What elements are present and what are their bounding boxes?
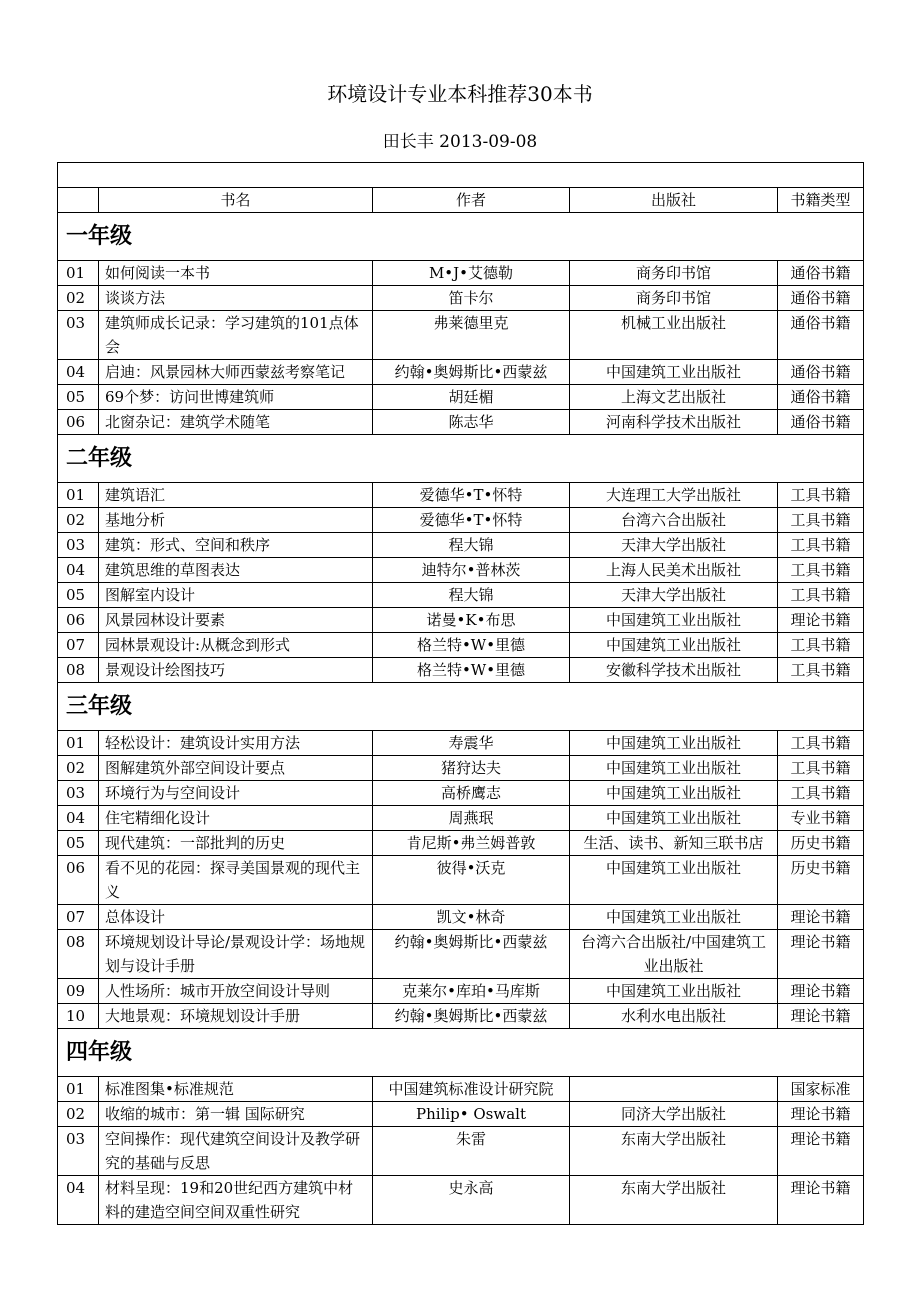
book-author: 陈志华 bbox=[373, 410, 570, 435]
table-row bbox=[58, 806, 864, 831]
table-row bbox=[58, 261, 864, 286]
book-author: 肯尼斯•弗兰姆普敦 bbox=[373, 831, 570, 856]
book-title: 69个梦：访问世博建筑师 bbox=[99, 385, 373, 410]
book-publisher: 上海人民美术出版社 bbox=[570, 558, 778, 583]
book-author: 约翰•奥姆斯比•西蒙兹 bbox=[373, 1004, 570, 1029]
book-type: 工具书籍 bbox=[778, 583, 864, 608]
header-row bbox=[58, 188, 864, 213]
table-row bbox=[58, 508, 864, 533]
book-author: 朱雷 bbox=[373, 1127, 570, 1176]
book-type: 通俗书籍 bbox=[778, 311, 864, 360]
book-type: 专业书籍 bbox=[778, 806, 864, 831]
book-author: 约翰•奥姆斯比•西蒙兹 bbox=[373, 360, 570, 385]
book-author: 程大锦 bbox=[373, 583, 570, 608]
book-number: 10 bbox=[58, 1004, 99, 1029]
grade-heading: 一年级 bbox=[58, 213, 864, 261]
book-publisher: 天津大学出版社 bbox=[570, 533, 778, 558]
book-number: 06 bbox=[58, 410, 99, 435]
book-number: 05 bbox=[58, 583, 99, 608]
book-table bbox=[57, 162, 864, 1225]
book-type: 理论书籍 bbox=[778, 905, 864, 930]
header-publisher: 出版社 bbox=[570, 188, 778, 213]
table-row bbox=[58, 385, 864, 410]
table-row bbox=[58, 633, 864, 658]
book-type: 工具书籍 bbox=[778, 731, 864, 756]
book-publisher bbox=[570, 1077, 778, 1102]
book-type: 工具书籍 bbox=[778, 658, 864, 683]
table-row bbox=[58, 979, 864, 1004]
book-title: 材料呈现：19和20世纪西方建筑中材料的建造空间空间双重性研究 bbox=[99, 1176, 373, 1225]
book-number: 08 bbox=[58, 658, 99, 683]
table-row bbox=[58, 583, 864, 608]
table-row bbox=[58, 831, 864, 856]
book-number: 07 bbox=[58, 633, 99, 658]
book-title: 谈谈方法 bbox=[99, 286, 373, 311]
book-publisher: 中国建筑工业出版社 bbox=[570, 360, 778, 385]
book-number: 08 bbox=[58, 930, 99, 979]
book-publisher: 同济大学出版社 bbox=[570, 1102, 778, 1127]
book-title: 建筑师成长记录：学习建筑的101点体会 bbox=[99, 311, 373, 360]
book-author: 中国建筑标准设计研究院 bbox=[373, 1077, 570, 1102]
book-number: 09 bbox=[58, 979, 99, 1004]
book-number: 04 bbox=[58, 1176, 99, 1225]
book-title: 总体设计 bbox=[99, 905, 373, 930]
book-number: 05 bbox=[58, 385, 99, 410]
header-name: 书名 bbox=[99, 188, 373, 213]
grade-heading: 三年级 bbox=[58, 683, 864, 731]
book-type: 理论书籍 bbox=[778, 1127, 864, 1176]
book-title: 住宅精细化设计 bbox=[99, 806, 373, 831]
blank-row bbox=[58, 163, 864, 188]
table-row bbox=[58, 905, 864, 930]
book-title: 园林景观设计:从概念到形式 bbox=[99, 633, 373, 658]
book-publisher: 商务印书馆 bbox=[570, 261, 778, 286]
author-date: 田长丰 2013-09-08 bbox=[382, 132, 538, 152]
book-type: 理论书籍 bbox=[778, 1102, 864, 1127]
book-type: 国家标准 bbox=[778, 1077, 864, 1102]
grade-heading-row bbox=[58, 683, 864, 731]
book-publisher: 安徽科学技术出版社 bbox=[570, 658, 778, 683]
header-type: 书籍类型 bbox=[778, 188, 864, 213]
table-row bbox=[58, 1004, 864, 1029]
book-title: 风景园林设计要素 bbox=[99, 608, 373, 633]
book-number: 01 bbox=[58, 261, 99, 286]
grade-heading: 二年级 bbox=[58, 435, 864, 483]
book-title: 看不见的花园：探寻美国景观的现代主义 bbox=[99, 856, 373, 905]
book-author: 格兰特•W•里德 bbox=[373, 633, 570, 658]
book-publisher: 中国建筑工业出版社 bbox=[570, 905, 778, 930]
book-author: 诺曼•K•布思 bbox=[373, 608, 570, 633]
book-type: 工具书籍 bbox=[778, 533, 864, 558]
book-type: 通俗书籍 bbox=[778, 360, 864, 385]
book-publisher: 商务印书馆 bbox=[570, 286, 778, 311]
table-row bbox=[58, 311, 864, 360]
book-type: 工具书籍 bbox=[778, 483, 864, 508]
book-type: 工具书籍 bbox=[778, 756, 864, 781]
book-publisher: 中国建筑工业出版社 bbox=[570, 781, 778, 806]
book-title: 收缩的城市：第一辑 国际研究 bbox=[99, 1102, 373, 1127]
book-author: 约翰•奥姆斯比•西蒙兹 bbox=[373, 930, 570, 979]
book-number: 03 bbox=[58, 1127, 99, 1176]
table-row bbox=[58, 533, 864, 558]
book-title: 图解室内设计 bbox=[99, 583, 373, 608]
book-number: 05 bbox=[58, 831, 99, 856]
book-number: 03 bbox=[58, 533, 99, 558]
book-author: 克莱尔•库珀•马库斯 bbox=[373, 979, 570, 1004]
book-number: 01 bbox=[58, 1077, 99, 1102]
table-row bbox=[58, 781, 864, 806]
book-author: 程大锦 bbox=[373, 533, 570, 558]
book-number: 04 bbox=[58, 558, 99, 583]
book-author: 史永高 bbox=[373, 1176, 570, 1225]
book-number: 06 bbox=[58, 856, 99, 905]
book-publisher: 中国建筑工业出版社 bbox=[570, 856, 778, 905]
book-publisher: 上海文艺出版社 bbox=[570, 385, 778, 410]
book-title: 建筑语汇 bbox=[99, 483, 373, 508]
book-publisher: 中国建筑工业出版社 bbox=[570, 633, 778, 658]
book-number: 01 bbox=[58, 731, 99, 756]
book-type: 理论书籍 bbox=[778, 608, 864, 633]
header-author: 作者 bbox=[373, 188, 570, 213]
table-row bbox=[58, 856, 864, 905]
book-publisher: 中国建筑工业出版社 bbox=[570, 806, 778, 831]
table-row bbox=[58, 608, 864, 633]
grade-heading-row bbox=[58, 435, 864, 483]
book-title: 人性场所：城市开放空间设计导则 bbox=[99, 979, 373, 1004]
book-title: 如何阅读一本书 bbox=[99, 261, 373, 286]
table-row bbox=[58, 360, 864, 385]
book-title: 北窗杂记：建筑学术随笔 bbox=[99, 410, 373, 435]
book-publisher: 中国建筑工业出版社 bbox=[570, 731, 778, 756]
book-publisher: 东南大学出版社 bbox=[570, 1176, 778, 1225]
book-author: 迪特尔•普林茨 bbox=[373, 558, 570, 583]
table-row bbox=[58, 756, 864, 781]
book-author: 凯文•林奇 bbox=[373, 905, 570, 930]
book-author: 彼得•沃克 bbox=[373, 856, 570, 905]
book-author: 周燕珉 bbox=[373, 806, 570, 831]
book-type: 历史书籍 bbox=[778, 831, 864, 856]
book-type: 工具书籍 bbox=[778, 508, 864, 533]
grade-heading: 四年级 bbox=[58, 1029, 864, 1077]
book-title: 轻松设计：建筑设计实用方法 bbox=[99, 731, 373, 756]
book-number: 02 bbox=[58, 508, 99, 533]
book-author: 寿震华 bbox=[373, 731, 570, 756]
book-number: 03 bbox=[58, 781, 99, 806]
book-author: Philip• Oswalt bbox=[373, 1102, 570, 1127]
book-publisher: 水利水电出版社 bbox=[570, 1004, 778, 1029]
book-type: 通俗书籍 bbox=[778, 410, 864, 435]
table-row bbox=[58, 483, 864, 508]
book-type: 理论书籍 bbox=[778, 979, 864, 1004]
page-title: 环境设计专业本科推荐30本书 bbox=[327, 82, 593, 106]
book-author: 格兰特•W•里德 bbox=[373, 658, 570, 683]
book-publisher: 中国建筑工业出版社 bbox=[570, 979, 778, 1004]
book-publisher: 台湾六合出版社 bbox=[570, 508, 778, 533]
book-title: 景观设计绘图技巧 bbox=[99, 658, 373, 683]
book-type: 工具书籍 bbox=[778, 633, 864, 658]
book-publisher: 河南科学技术出版社 bbox=[570, 410, 778, 435]
table-row bbox=[58, 1077, 864, 1102]
book-publisher: 东南大学出版社 bbox=[570, 1127, 778, 1176]
book-author: 爱德华•T•怀特 bbox=[373, 508, 570, 533]
book-publisher: 中国建筑工业出版社 bbox=[570, 756, 778, 781]
book-title: 空间操作：现代建筑空间设计及教学研究的基础与反思 bbox=[99, 1127, 373, 1176]
book-author: 胡廷楣 bbox=[373, 385, 570, 410]
book-publisher: 生活、读书、新知三联书店 bbox=[570, 831, 778, 856]
book-type: 通俗书籍 bbox=[778, 385, 864, 410]
book-title: 图解建筑外部空间设计要点 bbox=[99, 756, 373, 781]
grade-heading-row bbox=[58, 1029, 864, 1077]
book-type: 通俗书籍 bbox=[778, 261, 864, 286]
book-publisher: 台湾六合出版社/中国建筑工业出版社 bbox=[570, 930, 778, 979]
table-row bbox=[58, 1102, 864, 1127]
book-author: 笛卡尔 bbox=[373, 286, 570, 311]
table-row bbox=[58, 410, 864, 435]
table-row bbox=[58, 286, 864, 311]
book-number: 04 bbox=[58, 360, 99, 385]
book-author: 猪狩达夫 bbox=[373, 756, 570, 781]
book-type: 历史书籍 bbox=[778, 856, 864, 905]
book-type: 通俗书籍 bbox=[778, 286, 864, 311]
book-title: 建筑思维的草图表达 bbox=[99, 558, 373, 583]
book-title: 启迪：风景园林大师西蒙兹考察笔记 bbox=[99, 360, 373, 385]
book-number: 02 bbox=[58, 1102, 99, 1127]
book-type: 工具书籍 bbox=[778, 558, 864, 583]
book-type: 理论书籍 bbox=[778, 1176, 864, 1225]
book-title: 建筑：形式、空间和秩序 bbox=[99, 533, 373, 558]
book-type: 工具书籍 bbox=[778, 781, 864, 806]
book-type: 理论书籍 bbox=[778, 930, 864, 979]
book-title: 基地分析 bbox=[99, 508, 373, 533]
book-number: 01 bbox=[58, 483, 99, 508]
table-row bbox=[58, 1176, 864, 1225]
book-title: 大地景观：环境规划设计手册 bbox=[99, 1004, 373, 1029]
table-row bbox=[58, 1127, 864, 1176]
book-title: 标准图集•标准规范 bbox=[99, 1077, 373, 1102]
book-title: 环境规划设计导论/景观设计学：场地规划与设计手册 bbox=[99, 930, 373, 979]
book-number: 07 bbox=[58, 905, 99, 930]
table-row bbox=[58, 930, 864, 979]
grade-heading-row bbox=[58, 213, 864, 261]
table-row bbox=[58, 558, 864, 583]
book-number: 06 bbox=[58, 608, 99, 633]
book-author: 高桥鹰志 bbox=[373, 781, 570, 806]
book-publisher: 机械工业出版社 bbox=[570, 311, 778, 360]
table-row bbox=[58, 731, 864, 756]
book-publisher: 中国建筑工业出版社 bbox=[570, 608, 778, 633]
book-author: M•J•艾德勒 bbox=[373, 261, 570, 286]
book-title: 环境行为与空间设计 bbox=[99, 781, 373, 806]
table-row bbox=[58, 658, 864, 683]
book-number: 02 bbox=[58, 286, 99, 311]
book-number: 02 bbox=[58, 756, 99, 781]
header-num bbox=[58, 188, 99, 213]
book-title: 现代建筑：一部批判的历史 bbox=[99, 831, 373, 856]
book-author: 爱德华•T•怀特 bbox=[373, 483, 570, 508]
book-publisher: 大连理工大学出版社 bbox=[570, 483, 778, 508]
book-number: 04 bbox=[58, 806, 99, 831]
book-number: 03 bbox=[58, 311, 99, 360]
book-type: 理论书籍 bbox=[778, 1004, 864, 1029]
book-publisher: 天津大学出版社 bbox=[570, 583, 778, 608]
book-author: 弗莱德里克 bbox=[373, 311, 570, 360]
